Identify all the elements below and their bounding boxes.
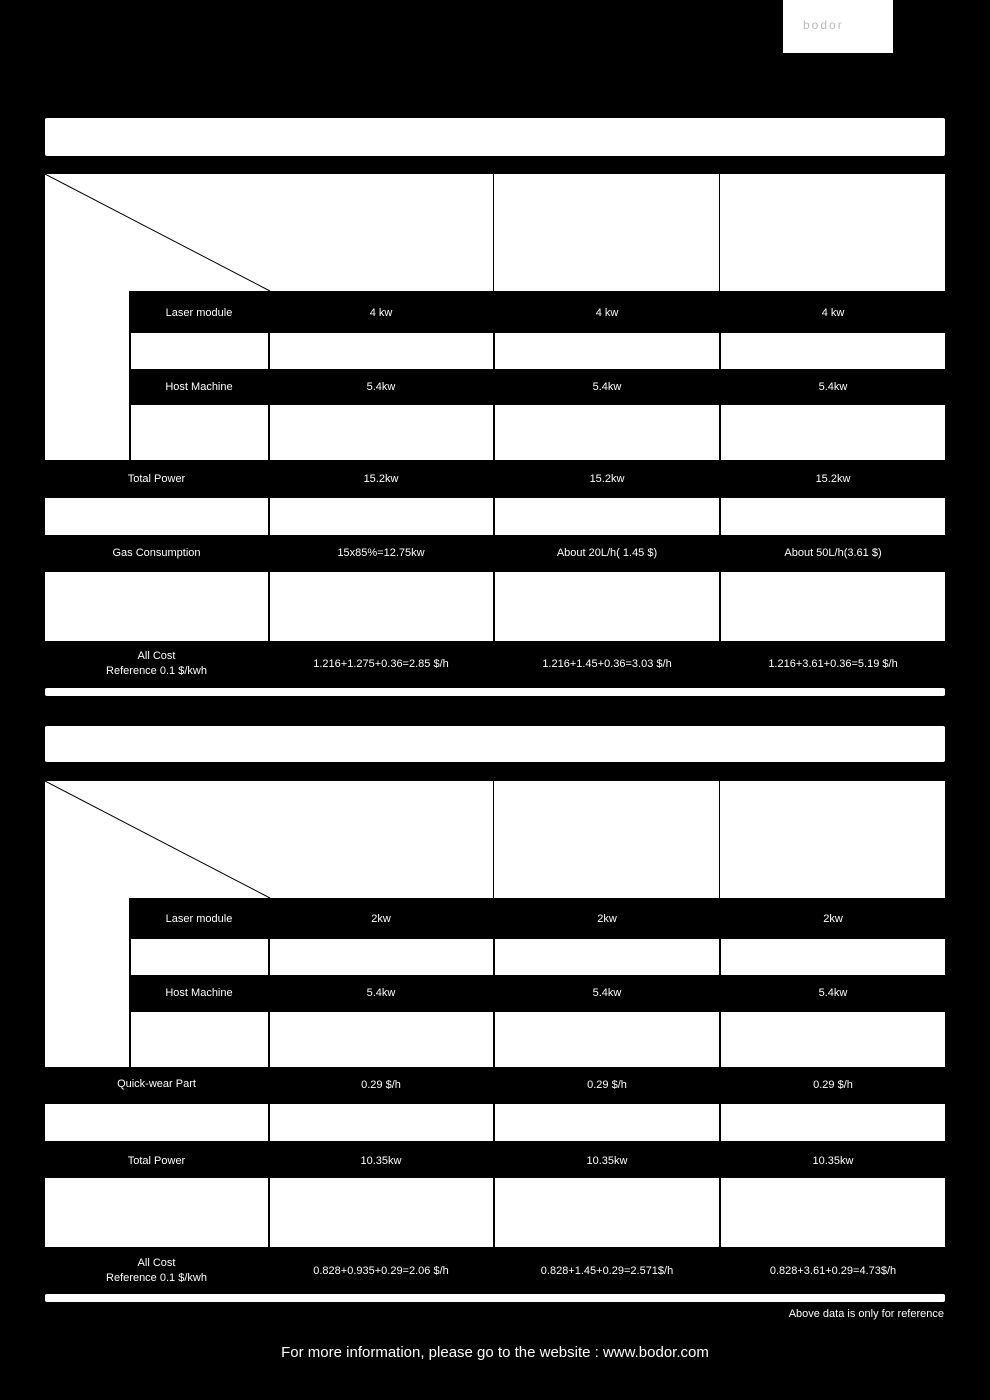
table2-row-label: Host Machine	[165, 987, 233, 999]
logo-text: bodor	[803, 18, 844, 32]
table2-row-sublabel: Reference 0.1 $/kwh	[106, 1272, 207, 1284]
table2-cell: 0.828+1.45+0.29=2.571$/h	[540, 1265, 674, 1277]
table2-cell: 5.4kw	[592, 987, 622, 999]
table2-row-label: Total Power	[127, 1155, 186, 1167]
table1-cell: 5.4kw	[818, 381, 848, 393]
table1-cell: 4 kw	[595, 307, 619, 319]
table1-cell: 5.4kw	[366, 381, 396, 393]
table1-cell: 4 kw	[821, 307, 845, 319]
footer-website-text: For more information, please go to the website : www.bodor.com	[281, 1344, 709, 1361]
table2-cell: 5.4kw	[366, 987, 396, 999]
table1-cell: 15.2kw	[589, 473, 625, 485]
table2-cell: 10.35kw	[586, 1155, 628, 1167]
table2-bottom-bar	[45, 1294, 945, 1302]
table1-cell: 1.216+3.61+0.36=5.19 $/h	[768, 658, 898, 670]
reference-note: Above data is only for reference	[788, 1308, 944, 1320]
table1-title-bar	[45, 118, 945, 156]
table1-cell: 5.4kw	[592, 381, 622, 393]
table1-cell: 15.2kw	[815, 473, 851, 485]
table2-cell: 0.29 $/h	[361, 1079, 401, 1091]
table1-row-sublabel: Reference 0.1 $/kwh	[106, 665, 207, 677]
table2-title-bar	[45, 726, 945, 762]
table1-left-merged-cell	[45, 291, 129, 460]
table2-row-label: Laser module	[165, 913, 233, 925]
table1-bottom-bar	[45, 688, 945, 696]
table1-row-label: Host Machine	[165, 381, 233, 393]
table1-diagonal-line	[45, 174, 275, 294]
table1-cell: 4 kw	[369, 307, 393, 319]
table2-cell: 0.29 $/h	[587, 1079, 627, 1091]
table1-cell: 1.216+1.275+0.36=2.85 $/h	[313, 658, 449, 670]
table1-row-label: Total Power	[127, 473, 186, 485]
table2-cell: 2kw	[371, 913, 391, 925]
table2-cell: 0.828+3.61+0.29=4.73$/h	[769, 1265, 897, 1277]
table1-row-label: All Cost	[137, 650, 176, 662]
logo	[783, 0, 893, 53]
table2-diagonal-line	[45, 781, 275, 901]
table2-cell: 0.29 $/h	[813, 1079, 853, 1091]
table2-cell: 10.35kw	[812, 1155, 854, 1167]
table2-row-label: All Cost	[137, 1257, 176, 1269]
table1-row-label: Gas Consumption	[112, 547, 201, 559]
table1-row-label: Laser module	[165, 307, 233, 319]
table2-cell: 2kw	[823, 913, 843, 925]
table2-cell: 5.4kw	[818, 987, 848, 999]
table2-cell: 2kw	[597, 913, 617, 925]
table1-cell: 15x85%=12.75kw	[337, 547, 425, 559]
table2-cell: 0.828+0.935+0.29=2.06 $/h	[313, 1265, 449, 1277]
table2-row-label: Quick-wear Part	[117, 1078, 196, 1090]
table1-cell: About 20L/h( 1.45 $)	[556, 547, 658, 559]
table1-cell: About 50L/h(3.61 $)	[784, 547, 882, 559]
table2-left-merged-cell	[45, 898, 129, 1067]
table1-cell: 1.216+1.45+0.36=3.03 $/h	[542, 658, 672, 670]
table2-cell: 10.35kw	[360, 1155, 402, 1167]
table1-cell: 15.2kw	[363, 473, 399, 485]
